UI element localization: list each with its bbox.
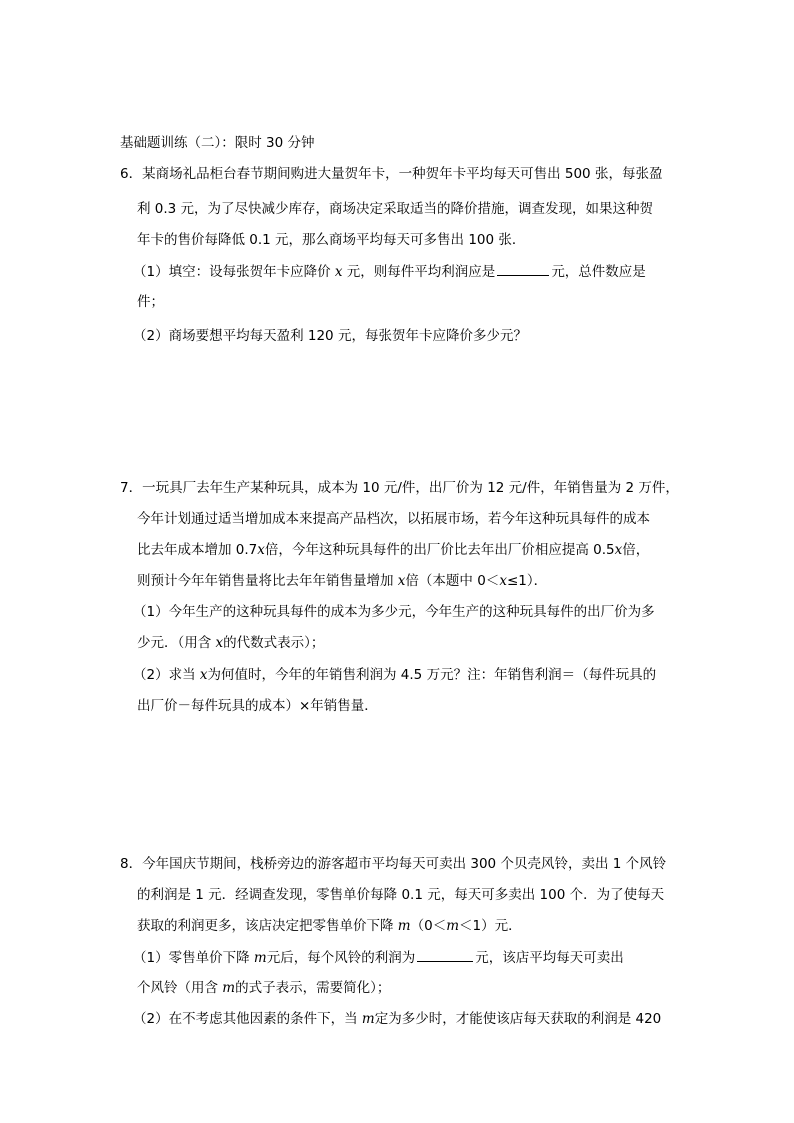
q7-part-2-line-1-b: 为何值时，今年的年销售利润为 4.5 万元？注：年销售利润＝（每件玩具的	[207, 667, 657, 683]
q6-line-2: 利 0.3 元，为了尽快减少库存，商场决定采取适当的降价措施，调查发现，如果这种贺	[137, 201, 654, 217]
q7-part-1-line-1: （1）今年生产的这种玩具每件的成本为多少元，今年生产的这种玩具每件的出厂价为多	[133, 604, 655, 620]
q8-part-1-line-1-a: （1）零售单价下降	[133, 950, 254, 966]
q8-line-3-a: 获取的利润更多，该店决定把零售单价下降	[137, 918, 398, 934]
q6-line-3: 年卡的售价每降低 0.1 元，那么商场平均每天可多售出 100 张．	[137, 232, 526, 248]
q7-line-4-a: 则预计今年年销售量将比去年年销售量增加	[137, 573, 398, 589]
q8-line-3-b: （0＜	[410, 918, 447, 934]
q8-line-3-c: ＜1）元．	[459, 918, 522, 934]
section-heading: 基础题训练（二）：限时 30 分钟	[120, 135, 315, 151]
q7-line-3-b: 倍，今年这种玩具每件的出厂价比去年出厂价相应提高 0.5	[264, 542, 615, 558]
variable-x: x	[614, 542, 623, 558]
variable-x: x	[499, 573, 507, 589]
q6-part-1-end: 件；	[137, 294, 164, 310]
q7-line-3-c: 倍，	[622, 542, 650, 558]
q8-part-2-line-1-a: （2）在不考虑其他因素的条件下，当	[133, 1011, 362, 1027]
q8-part-2-line-1	[133, 1010, 661, 1028]
answer-blank[interactable]	[417, 948, 473, 962]
q7-part-2-line-2: 出厂价－每件玩具的成本）×年销售量．	[137, 698, 378, 714]
variable-x: x	[199, 667, 208, 683]
variable-x: x	[257, 542, 265, 558]
q8-part-1-line-2-a: 个风铃（用含	[137, 980, 223, 996]
q7-part-1-line-2-b: 的代数式表示）；	[223, 635, 325, 651]
q8-part-1-line-2	[137, 979, 390, 997]
q6-part-2: （2）商场要想平均每天盈利 120 元，每张贺年卡应降价多少元？	[133, 328, 527, 344]
q8-part-2-line-1-b: 定为多少时，才能使该店每天获取的利润是 420	[374, 1011, 662, 1027]
variable-m: m	[361, 1011, 375, 1027]
q6-part-1-text-c: 元，总件数应是	[551, 264, 646, 280]
variable-m: m	[397, 918, 411, 934]
q7-part-1-line-2	[137, 634, 324, 652]
answer-blank[interactable]	[497, 262, 549, 276]
q7-part-1-line-2-a: 少元．（用含	[137, 635, 216, 651]
q8-line-1: 8．今年国庆节期间，栈桥旁边的游客超市平均每天可卖出 300 个贝壳风铃，卖出 1 个风铃	[120, 856, 667, 872]
q6-line-1: 6．某商场礼品柜台春节期间购进大量贺年卡，一种贺年卡平均每天可售出 500 张，每张盈	[120, 166, 663, 182]
q7-line-1: 7．一玩具厂去年生产某种玩具，成本为 10 元/件，出厂价为 12 元/件，年销售量为 2 万件，	[120, 480, 679, 496]
q8-part-1-line-2-b: 的式子表示，需要简化）；	[235, 980, 391, 996]
variable-m: m	[446, 918, 460, 934]
q7-line-4-c: ≤1）．	[506, 573, 548, 589]
q7-line-4	[137, 572, 547, 590]
q8-line-2: 的利润是 1 元．经调查发现，零售单价每降 0.1 元，每天可多卖出 100 个．为了使每天	[137, 887, 665, 903]
q7-part-2-line-1-a: （2）求当	[133, 667, 200, 683]
q8-part-1-line-1-c: 元，该店平均每天可卖出	[475, 950, 624, 966]
q7-line-4-b: 倍（本题中 0＜	[405, 573, 500, 589]
q6-part-1-text-b: 元，则每件平均利润应是	[342, 264, 496, 280]
variable-x: x	[334, 264, 343, 280]
q7-part-2-line-1	[133, 666, 656, 684]
q7-line-2: 今年计划通过适当增加成本来提高产品档次，以拓展市场，若今年这种玩具每件的成本	[137, 511, 650, 527]
q8-part-1-line-1-b: 元后，每个风铃的利润为	[266, 950, 416, 966]
q8-line-3	[137, 917, 522, 935]
q7-line-3-a: 比去年成本增加 0.7	[137, 542, 258, 558]
q6-part-1-text-a: （1）填空：设每张贺年卡应降价	[133, 264, 335, 280]
q6-part-1	[133, 262, 646, 281]
q8-part-1-line-1	[133, 948, 624, 967]
variable-x: x	[215, 635, 224, 651]
variable-m: m	[253, 950, 267, 966]
variable-x: x	[397, 573, 406, 589]
q7-line-3	[137, 541, 649, 559]
variable-m: m	[222, 980, 236, 996]
